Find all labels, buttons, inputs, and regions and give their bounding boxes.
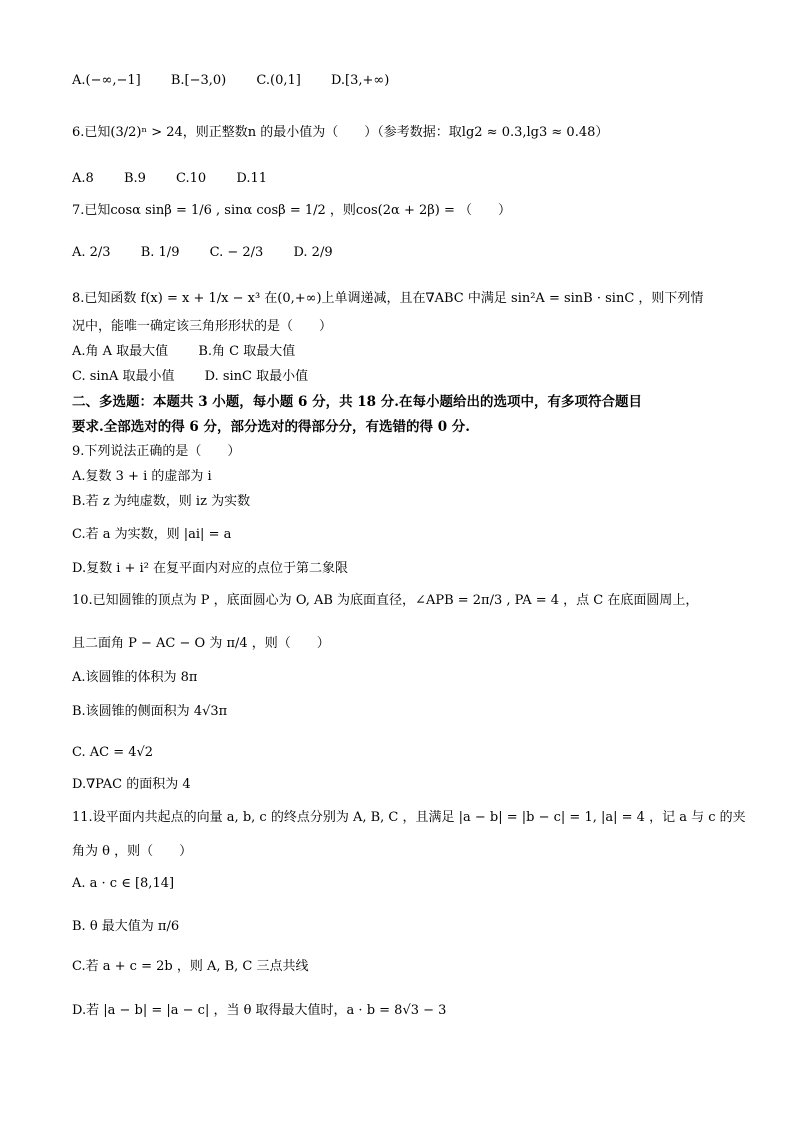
section2-heading-line2: 要求.全部选对的得 6 分，部分选对的得部分分，有选错的得 0 分. bbox=[72, 419, 470, 435]
q10-option-c: C. AC = 4√2 bbox=[72, 745, 154, 760]
q11-option-c: C.若 a + c = 2b ，则 A, B, C 三点共线 bbox=[72, 959, 309, 974]
q9-option-d: D.复数 i + i² 在复平面内对应的点位于第二象限 bbox=[72, 561, 349, 576]
q6-option-b: B.9 bbox=[123, 171, 146, 186]
q7-option-b: B. 1/9 bbox=[140, 245, 180, 260]
q9-option-c: C.若 a 为实数，则 |ai| = a bbox=[72, 527, 232, 542]
q11-option-d: D.若 |a − b| = |a − c| ，当 θ 取得最大值时，a · b = 8√3 − 3 bbox=[72, 1003, 447, 1018]
q10-stem-line1: 10.已知圆锥的顶点为 P ，底面圆心为 O, AB 为底面直径，∠APB = 2π/3 , PA = 4 ，点 C 在底面圆周上， bbox=[72, 593, 699, 608]
q8-option-a: A.角 A 取最大值 bbox=[72, 344, 169, 359]
q11-option-a: A. a · c ∈ [8,14] bbox=[72, 876, 175, 891]
q7-stem: 7.已知cosα sinβ = 1/6 , sinα cosβ = 1/2 ，则cos(2α + 2β) = （ ） bbox=[72, 203, 511, 218]
q5-option-d: D.[3,+∞) bbox=[330, 73, 390, 88]
q9-option-b: B.若 z 为纯虚数，则 iz 为实数 bbox=[72, 494, 251, 509]
q10-stem-line2: 且二面角 P − AC − O 为 π/4 ，则（ ） bbox=[72, 636, 330, 651]
section2-heading-line1: 二、多选题：本题共 3 小题，每小题 6 分，共 18 分.在每小题给出的选项中，有多项符合题目 bbox=[72, 394, 642, 410]
q8-stem-line2: 况中，能唯一确定该三角形形状的是（ ） bbox=[72, 319, 333, 334]
q6-stem: 6.已知(3/2)ⁿ > 24，则正整数n 的最小值为（ ）（参考数据：取lg2 ≈ 0.3,lg3 ≈ 0.48） bbox=[72, 125, 609, 140]
q5-option-c: C.(0,1] bbox=[256, 73, 301, 88]
q10-option-a: A.该圆锥的体积为 8π bbox=[72, 670, 198, 685]
q5-option-b: B.[−3,0) bbox=[170, 73, 227, 88]
q5-option-a: A.(−∞,−1] bbox=[72, 73, 141, 88]
q6-options bbox=[72, 170, 293, 188]
q11-stem-line2: 角为 θ ，则（ ） bbox=[72, 844, 193, 859]
q8-option-c: C. sinA 取最小值 bbox=[72, 369, 175, 384]
q8-option-b: B.角 C 取最大值 bbox=[198, 344, 296, 359]
q6-option-a: A.8 bbox=[72, 171, 94, 186]
q7-options bbox=[72, 244, 359, 262]
q7-option-a: A. 2/3 bbox=[72, 245, 111, 260]
q7-option-c: C. − 2/3 bbox=[209, 245, 264, 260]
q11-option-b: B. θ 最大值为 π/6 bbox=[72, 919, 180, 934]
q9-option-a: A.复数 3 + i 的虚部为 i bbox=[72, 469, 212, 484]
q6-option-d: D.11 bbox=[236, 171, 267, 186]
q10-option-d: D.∇PAC 的面积为 4 bbox=[72, 777, 191, 792]
q5-options bbox=[72, 72, 415, 90]
q8-options-row1 bbox=[72, 343, 321, 361]
q9-stem: 9.下列说法正确的是（ ） bbox=[72, 444, 241, 459]
q7-option-d: D. 2/9 bbox=[293, 245, 333, 260]
q10-option-b: B.该圆锥的侧面积为 4√3π bbox=[72, 704, 228, 719]
q8-option-d: D. sinC 取最小值 bbox=[204, 369, 309, 384]
q6-option-c: C.10 bbox=[176, 171, 207, 186]
q8-stem-line1: 8.已知函数 f(x) = x + 1/x − x³ 在(0,+∞)上单调递减，且在∇ABC 中满足 sin²A = sinB · sinC ，则下列情 bbox=[72, 291, 704, 306]
q11-stem-line1: 11.设平面内共起点的向量 a, b, c 的终点分别为 A, B, C ，且满足 |a − b| = |b − c| = 1, |a| = 4 ，记 a 与 c 的夹 bbox=[72, 810, 746, 825]
q8-options-row2 bbox=[72, 368, 334, 386]
